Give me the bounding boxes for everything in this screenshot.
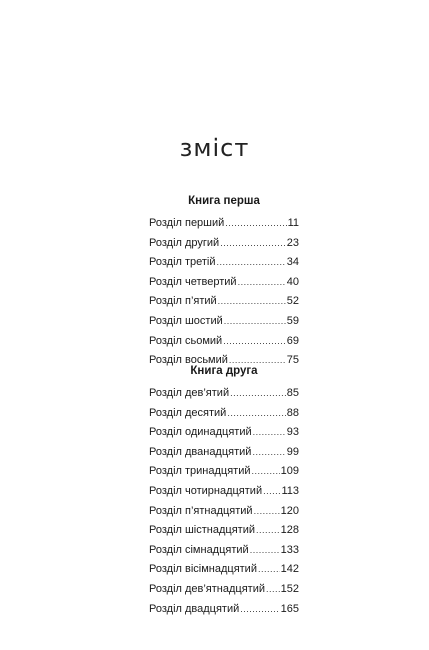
toc-entry-label: Розділ четвертий — [149, 275, 237, 288]
toc-entry[interactable] — [149, 312, 299, 332]
toc-entry-label: Розділ вісімнадцятий — [149, 563, 257, 576]
toc-entry[interactable] — [149, 462, 299, 482]
toc-entry-label: Розділ третій — [149, 256, 216, 269]
toc-entry-label: Розділ десятий — [149, 406, 227, 419]
toc-list — [149, 214, 299, 371]
dot-leader — [217, 253, 286, 273]
dot-leader — [250, 541, 280, 561]
toc-entry-label: Розділ шістнадцятий — [149, 524, 255, 537]
toc-entry-label: Розділ дев’ятнадцятий — [149, 582, 265, 595]
dot-leader — [218, 292, 286, 312]
toc-entry[interactable] — [149, 404, 299, 424]
toc-entry-page: 113 — [281, 484, 299, 497]
dot-leader — [266, 580, 280, 600]
toc-entry-page: 109 — [280, 465, 299, 478]
dot-leader — [227, 404, 285, 424]
dot-leader — [258, 560, 280, 580]
toc-entry-page: 152 — [280, 582, 299, 595]
toc-entry-label: Розділ другий — [149, 236, 220, 249]
dot-leader — [223, 332, 286, 352]
toc-entry[interactable] — [149, 560, 299, 580]
toc-entry-page: 120 — [280, 504, 299, 517]
toc-entry-label: Розділ шостий — [149, 314, 223, 327]
toc-entry-page: 128 — [280, 524, 299, 537]
dot-leader — [252, 443, 285, 463]
toc-entry-label: Розділ восьмий — [149, 354, 228, 367]
book-two-section — [149, 362, 299, 619]
toc-entry-page: 40 — [286, 275, 299, 288]
toc-entry-page: 142 — [280, 563, 299, 576]
dot-leader — [220, 234, 286, 254]
toc-entry[interactable] — [149, 600, 299, 620]
dot-leader — [263, 482, 280, 502]
toc-entry[interactable] — [149, 502, 299, 522]
toc-entry-page: 34 — [286, 256, 299, 269]
toc-entry-label: Розділ чотирнадцятий — [149, 484, 263, 497]
book-heading: Книга друга — [190, 365, 258, 377]
toc-entry-page: 52 — [286, 295, 299, 308]
toc-list — [149, 384, 299, 619]
toc-entry[interactable] — [149, 332, 299, 352]
toc-entry-label: Розділ тринадцятий — [149, 465, 251, 478]
toc-entry-page: 85 — [286, 387, 299, 399]
toc-entry-page: 75 — [286, 354, 299, 367]
toc-entry-label: Розділ дев’ятий — [149, 387, 230, 399]
toc-entry[interactable] — [149, 214, 299, 234]
dot-leader — [238, 273, 286, 293]
toc-entry[interactable] — [149, 482, 299, 502]
dot-leader — [224, 312, 286, 332]
toc-entry[interactable] — [149, 384, 299, 404]
toc-entry-label: Розділ сьомий — [149, 334, 223, 347]
toc-entry-page: 59 — [286, 314, 299, 327]
toc-entry[interactable] — [149, 580, 299, 600]
toc-entry[interactable] — [149, 273, 299, 293]
dot-leader — [253, 423, 286, 443]
toc-entry-page: 23 — [286, 236, 299, 249]
dot-leader — [254, 502, 280, 522]
toc-entry-label: Розділ сімнадцятий — [149, 543, 249, 556]
toc-entry-label: Розділ п’ятнадцятий — [149, 504, 253, 517]
toc-entry-label: Розділ одинадцятий — [149, 426, 252, 439]
toc-entry[interactable] — [149, 443, 299, 463]
toc-entry-page: 133 — [280, 543, 299, 556]
toc-entry-page: 93 — [286, 426, 299, 439]
toc-entry[interactable] — [149, 292, 299, 312]
toc-entry[interactable] — [149, 521, 299, 541]
toc-entry-page: 165 — [280, 602, 299, 615]
toc-entry-page: 88 — [286, 406, 299, 419]
dot-leader — [230, 384, 286, 404]
toc-entry-page: 99 — [286, 445, 299, 458]
book-heading: Книга перша — [188, 195, 260, 207]
dot-leader — [256, 521, 280, 541]
page-title: зміст — [179, 134, 250, 162]
toc-entry[interactable] — [149, 423, 299, 443]
toc-entry-label: Розділ п’ятий — [149, 295, 217, 308]
dot-leader — [240, 600, 279, 620]
dot-leader — [225, 214, 286, 234]
toc-entry-page: 69 — [286, 334, 299, 347]
toc-entry-label: Розділ дванадцятий — [149, 445, 252, 458]
toc-entry-page: 11 — [287, 217, 299, 229]
book-one-section — [149, 192, 299, 371]
toc-entry-label: Розділ двадцятий — [149, 602, 240, 615]
dot-leader — [251, 462, 279, 482]
toc-entry[interactable] — [149, 234, 299, 254]
toc-entry[interactable] — [149, 541, 299, 561]
toc-entry[interactable] — [149, 253, 299, 273]
toc-entry-label: Розділ перший — [149, 217, 225, 229]
